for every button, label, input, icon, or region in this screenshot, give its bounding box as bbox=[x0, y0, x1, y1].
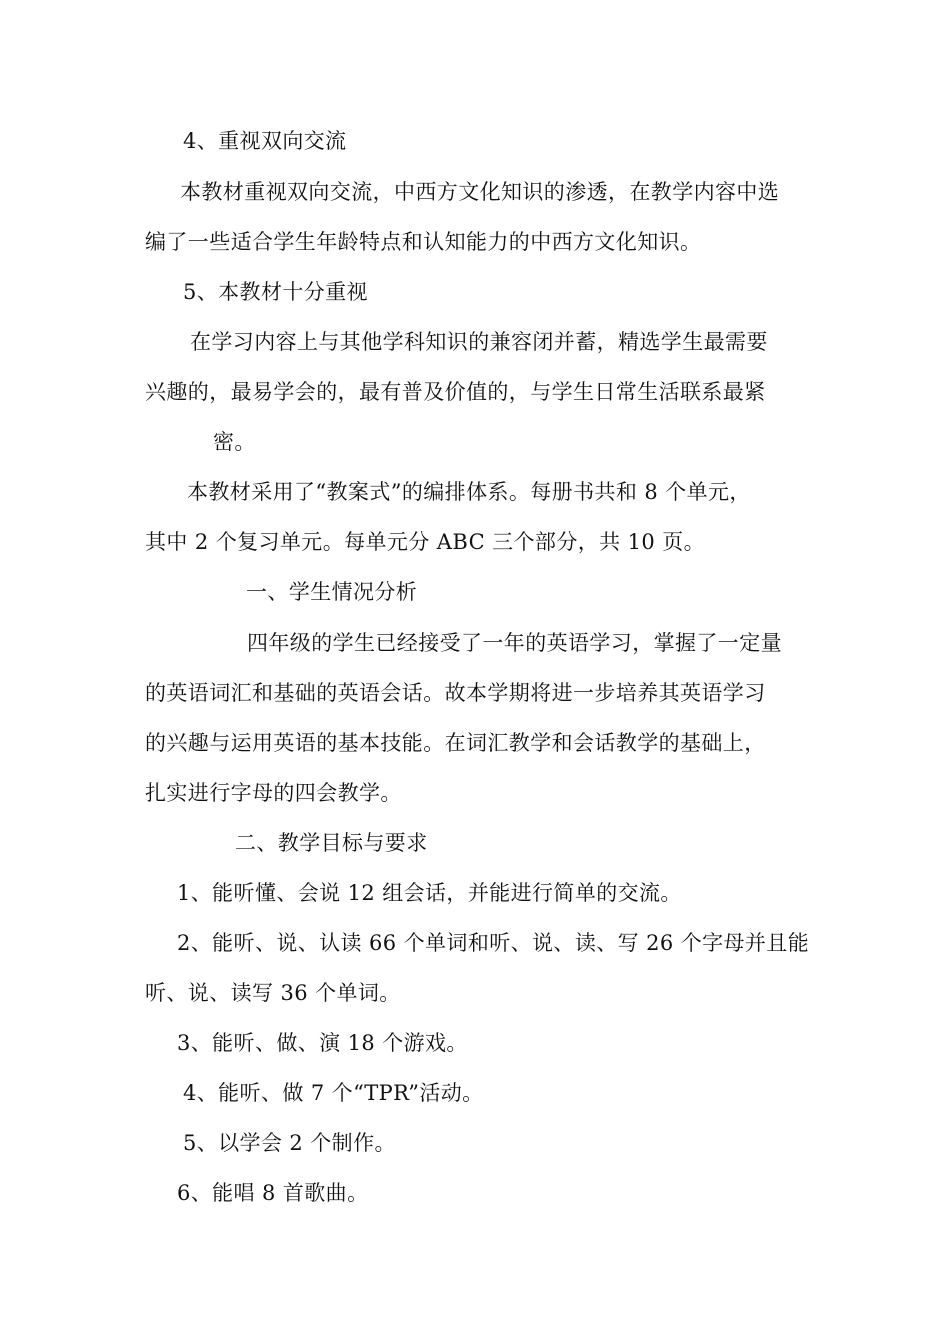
list-item: 1、能听懂、会说 12 组会话，并能进行简单的交流。 bbox=[177, 881, 682, 905]
paragraph-line: 扎实进行字母的四会教学。 bbox=[145, 781, 402, 805]
paragraph-line: 密。 bbox=[213, 430, 256, 454]
list-item: 3、能听、做、演 18 个游戏。 bbox=[177, 1031, 468, 1055]
paragraph-line: 的英语词汇和基础的英语会话。故本学期将进一步培养其英语学习 bbox=[145, 681, 766, 705]
paragraph-line: 在学习内容上与其他学科知识的兼容闭并蓄，精选学生最需要 bbox=[190, 330, 768, 354]
paragraph-line: 本教材采用了“教案式”的编排体系。每册书共和 8 个单元， bbox=[187, 480, 751, 504]
section-heading-student-analysis: 一、学生情况分析 bbox=[246, 580, 418, 604]
heading-5-emphasis: 5、本教材十分重视 bbox=[183, 280, 368, 304]
paragraph-line: 四年级的学生已经接受了一年的英语学习，掌握了一定量 bbox=[247, 631, 782, 655]
list-item: 4、能听、做 7 个“TPR”活动。 bbox=[183, 1081, 484, 1105]
list-item: 6、能唱 8 首歌曲。 bbox=[177, 1181, 369, 1205]
paragraph-line: 兴趣的，最易学会的，最有普及价值的，与学生日常生活联系最紧 bbox=[145, 380, 766, 404]
paragraph-line: 的兴趣与运用英语的基本技能。在词汇教学和会话教学的基础上， bbox=[145, 731, 766, 755]
list-item-continuation: 听、说、读写 36 个单词。 bbox=[145, 981, 401, 1005]
paragraph-line: 编了一些适合学生年龄特点和认知能力的中西方文化知识。 bbox=[145, 230, 702, 254]
list-item: 2、能听、说、认读 66 个单词和听、说、读、写 26 个字母并且能 bbox=[177, 931, 810, 955]
section-heading-teaching-goals: 二、教学目标与要求 bbox=[235, 831, 428, 855]
heading-4-two-way-exchange: 4、重视双向交流 bbox=[183, 129, 347, 153]
paragraph-line: 其中 2 个复习单元。每单元分 ABC 三个部分，共 10 页。 bbox=[145, 530, 705, 554]
list-item: 5、以学会 2 个制作。 bbox=[183, 1131, 396, 1155]
paragraph-line: 本教材重视双向交流，中西方文化知识的渗透，在教学内容中选 bbox=[180, 180, 780, 204]
